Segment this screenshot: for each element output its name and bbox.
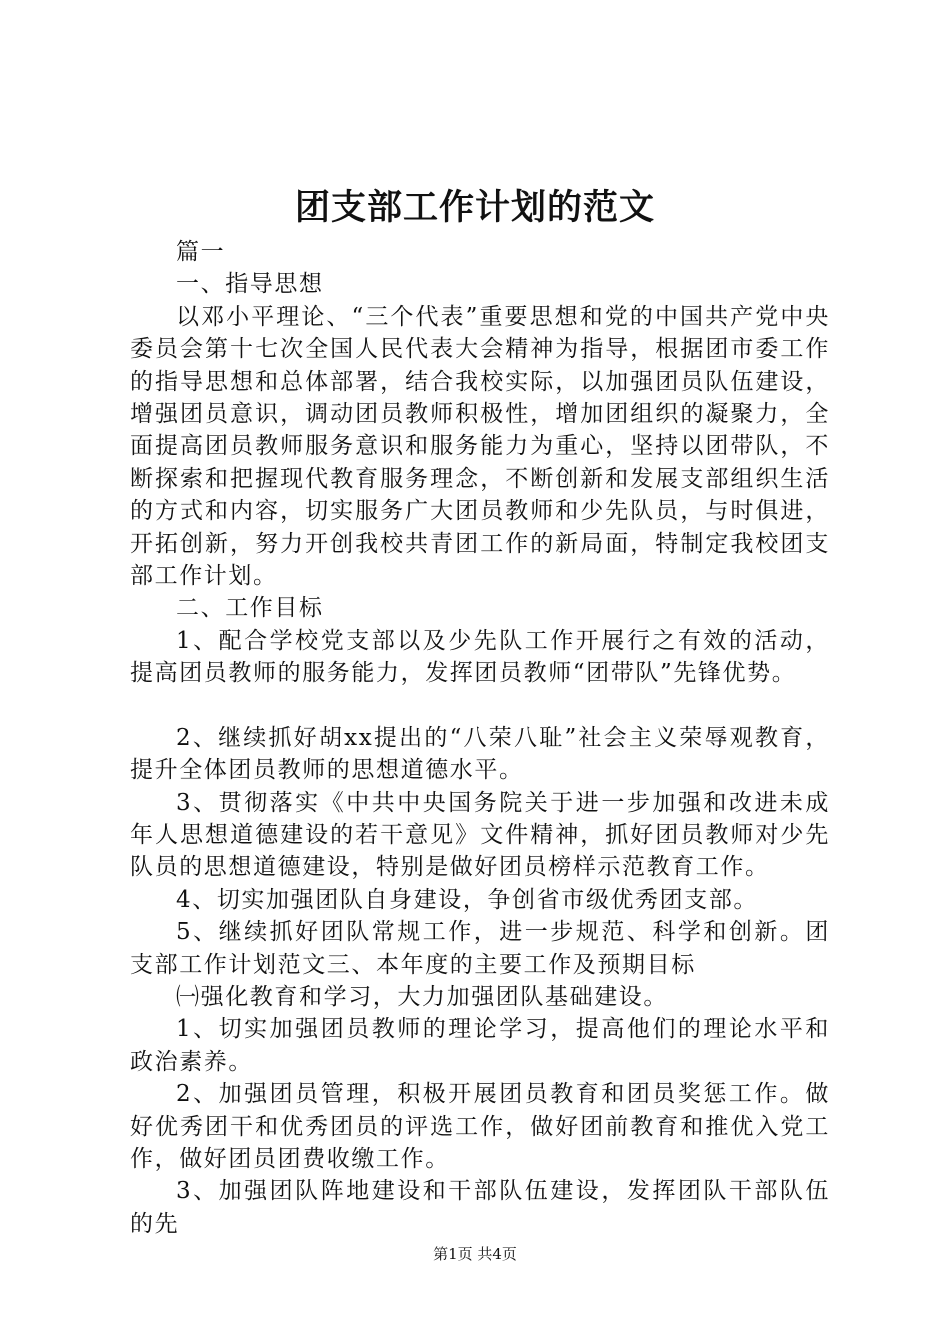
paragraph: 2、加强团员管理，积极开展团员教育和团员奖惩工作。做好优秀团干和优秀团员的评选工作，做好团前教育和推优入党工作，做好团员团费收缴工作。 [130, 1081, 830, 1172]
paragraph: 一、指导思想 [176, 271, 324, 298]
paragraph: ㈠强化教育和学习，大力加强团队基础建设。 [176, 983, 668, 1010]
paragraph: 4、切实加强团队自身建设，争创省市级优秀团支部。 [176, 886, 759, 913]
paragraph: 3、加强团队阵地建设和干部队伍建设，发挥团队干部队伍的先 [130, 1178, 830, 1237]
paragraph: 5、继续抓好团队常规工作，进一步规范、科学和创新。团支部工作计划范文三、本年度的主要工作及预期目标 [130, 919, 830, 978]
paragraph: 以邓小平理论、“三个代表”重要思想和党的中国共产党中央委员会第十七次全国人民代表大会精神为指导，根据团市委工作的指导思想和总体部署，结合我校实际，以加强团员队伍建设，增强团员意识，调动团员教师积极性，增加团组织的凝聚力，全面提高团员教师服务意识和服务能力为重心，坚持以团带队，不断探索和把握现代教育服务理念，不断创新和发展支部组织生活的方式和内容，切实服务广大团员教师和少先队员，与时俱进，开拓创新，努力开创我校共青团工作的新局面，特制定我校团支部工作计划。 [130, 303, 830, 590]
paragraph: 1、配合学校党支部以及少先队工作开展行之有效的活动，提高团员教师的服务能力，发挥团员教师“团带队”先锋优势。 [130, 627, 830, 687]
paragraph: 篇一 [176, 239, 226, 265]
paragraph: 2、继续抓好胡xx提出的“八荣八耻”社会主义荣辱观教育，提升全体团员教师的思想道德水平。 [130, 724, 830, 784]
document-title: 团支部工作计划的范文 [294, 188, 655, 228]
page-footer: 第1页 共4页 [433, 1245, 517, 1263]
paragraph: 二、工作目标 [176, 595, 324, 622]
paragraph: 1、切实加强团员教师的理论学习，提高他们的理论水平和政治素养。 [130, 1016, 830, 1075]
document-body [130, 236, 830, 1240]
paragraph: 3、贯彻落实《中共中央国务院关于进一步加强和改进未成年人思想道德建设的若干意见》文件精神，抓好团员教师对少先队员的思想道德建设，特别是做好团员榜样示范教育工作。 [130, 789, 830, 881]
